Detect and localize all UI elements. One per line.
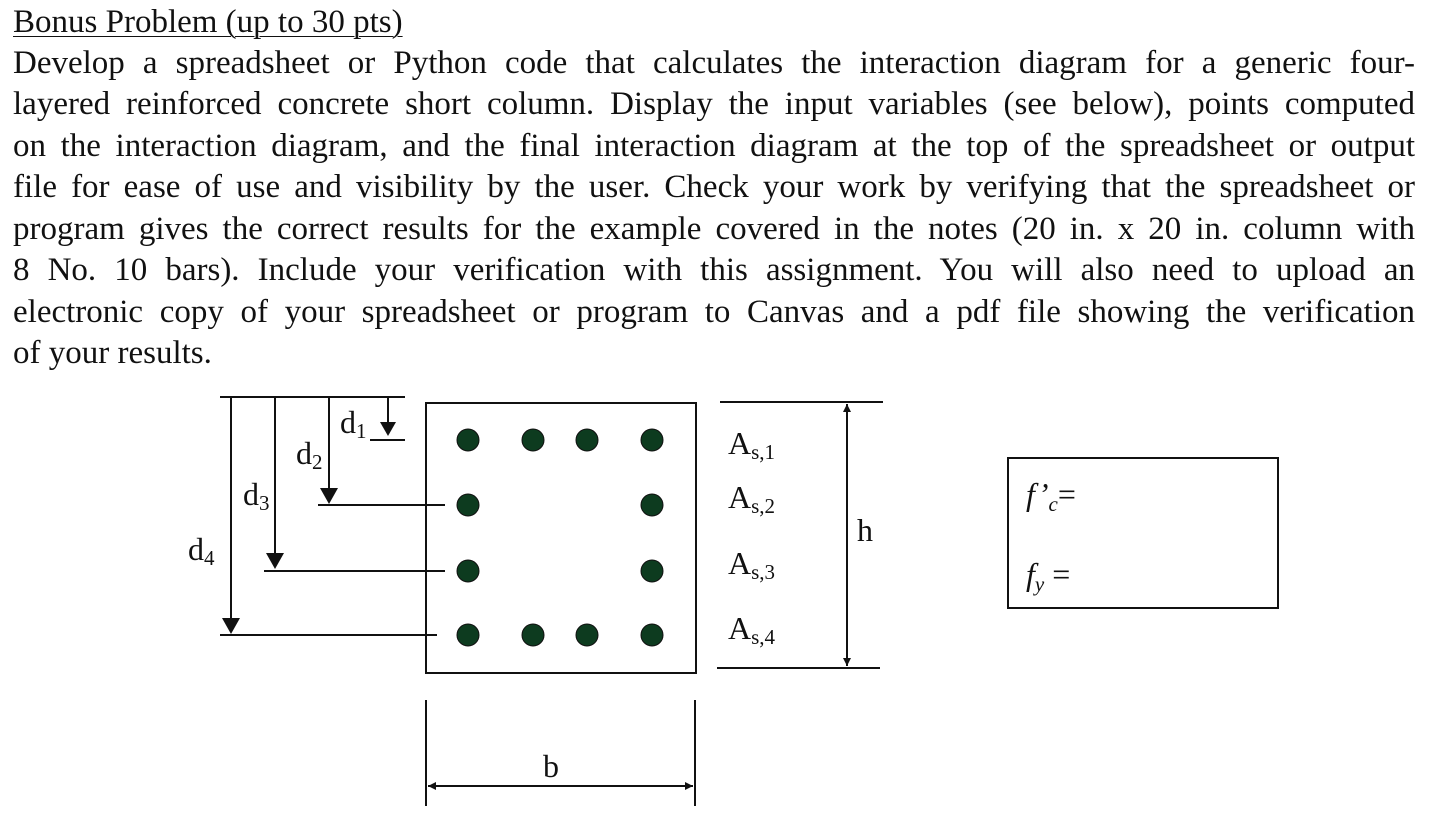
rebar-layer-1-bar-2 — [522, 429, 544, 451]
as1-label: As,1 — [728, 425, 776, 464]
as4-label: As,4 — [728, 610, 776, 649]
paragraph-line-7: electronic copy of your spreadsheet or program to Canvas and a pdf file showing the verification — [13, 294, 1415, 330]
rebar-layer-2-bar-1 — [457, 494, 479, 516]
d2-arrowhead-icon — [320, 488, 338, 504]
as3-label: As,3 — [728, 545, 776, 584]
fc-label: f’c= — [1026, 476, 1076, 516]
paragraph-line-1: Develop a spreadsheet or Python code that calculates the interaction diagram for a generic four- — [13, 45, 1415, 81]
rebar-layer-3-bar-1 — [457, 560, 479, 582]
paragraph-line-4: file for ease of use and visibility by the user. Check your work by verifying that the spreadsheet or — [13, 169, 1415, 205]
fy-label: fy = — [1026, 556, 1071, 596]
paragraph-line-5: program gives the correct results for the example covered in the notes (20 in. x 20 in. column with — [13, 211, 1415, 247]
reinforcing-bars — [457, 429, 663, 646]
d3-arrowhead-icon — [266, 553, 284, 569]
rebar-layer-1-bar-4 — [641, 429, 663, 451]
paragraph-line-2: layered reinforced concrete short column. Display the input variables (see below), points computed — [13, 86, 1415, 122]
rebar-layer-3-bar-2 — [641, 560, 663, 582]
problem-heading: Bonus Problem (up to 30 pts) — [13, 4, 403, 40]
d2-label: d2 — [296, 435, 323, 474]
height-label: h — [857, 512, 873, 548]
d1-label: d1 — [340, 404, 367, 443]
rebar-layer-1-bar-3 — [576, 429, 598, 451]
rebar-layer-1-bar-1 — [457, 429, 479, 451]
paragraph-line-3: on the interaction diagram, and the final interaction diagram at the top of the spreadsheet or output — [13, 128, 1415, 164]
paragraph-line-8: of your results. — [13, 335, 212, 371]
paragraph-line-6: 8 No. 10 bars). Include your verification with this assignment. You will also need to upload an — [13, 252, 1415, 288]
d4-label: d4 — [188, 531, 215, 570]
d1-arrowhead-icon — [380, 422, 396, 436]
d3-label: d3 — [243, 476, 270, 515]
rebar-layer-2-bar-2 — [641, 494, 663, 516]
width-label: b — [543, 748, 559, 784]
rebar-layer-4-bar-4 — [641, 624, 663, 646]
rebar-layer-4-bar-3 — [576, 624, 598, 646]
d4-arrowhead-icon — [222, 618, 240, 634]
as2-label: As,2 — [728, 479, 776, 518]
rebar-layer-4-bar-2 — [522, 624, 544, 646]
rebar-layer-4-bar-1 — [457, 624, 479, 646]
